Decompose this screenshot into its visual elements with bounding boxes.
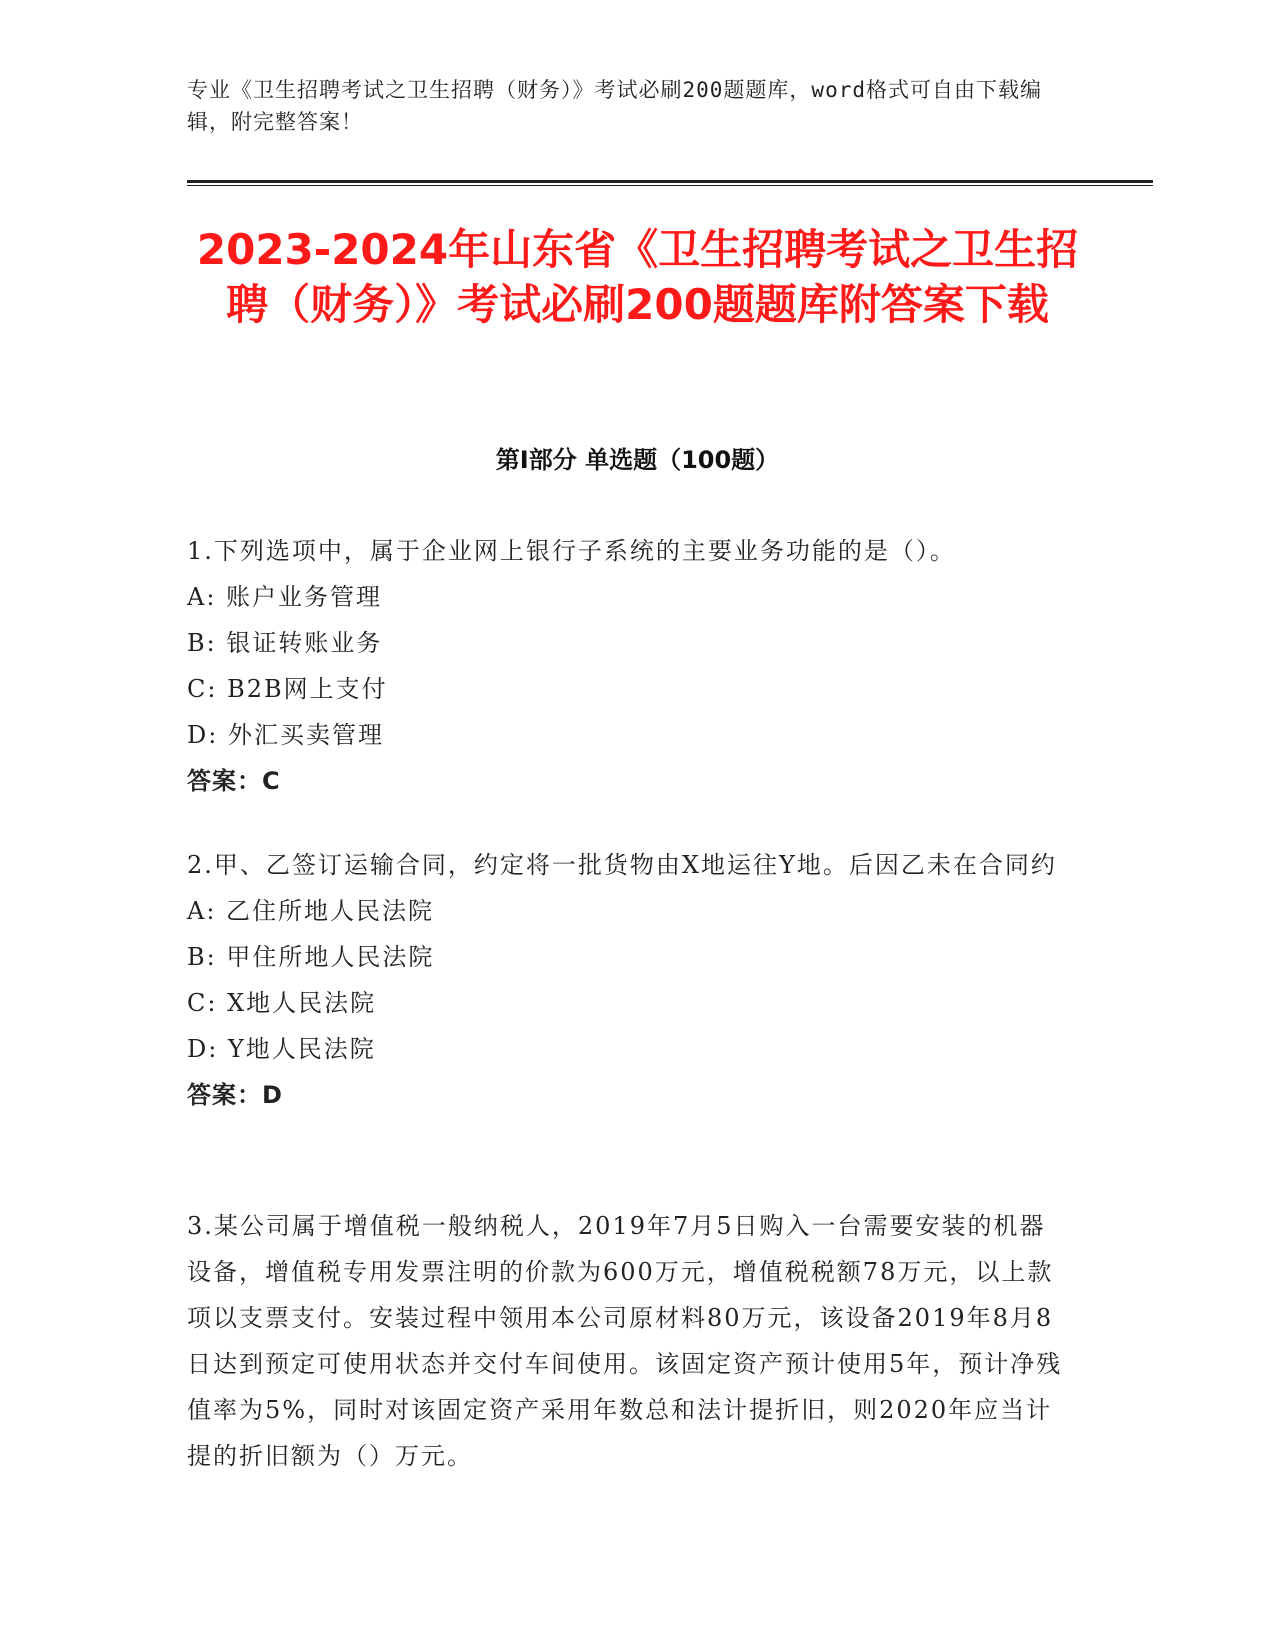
question-3 [187, 1203, 1067, 1479]
option-c: C: X地人民法院 [187, 989, 377, 1017]
option-a: A: 乙住所地人民法院 [187, 897, 435, 925]
option-d: D: 外汇买卖管理 [187, 721, 384, 749]
option-b: B: 银证转账业务 [187, 629, 383, 657]
header-divider-thin [187, 185, 1153, 186]
question-text: 3.某公司属于增值税一般纳税人，2019年7月5日购入一台需要安装的机器设备，增值税专用发票注明的价款为600万元，增值税税额78万元，以上款项以支票支付。安装过程中领用本公司原材料80万元，该设备2019年8月8日达到预定可使用状态并交付车间使用。该固定资产预计使用5年，预计净残值率为5%，同时对该固定资产采用年数总和法计提折旧，则2020年应当计提的折旧额为（）万元。 [187, 1212, 1063, 1470]
option-b: B: 甲住所地人民法院 [187, 943, 435, 971]
option-a: A: 账户业务管理 [187, 583, 383, 611]
option-d: D: Y地人民法院 [187, 1035, 376, 1063]
answer: 答案：D [187, 1081, 283, 1109]
document-title: 2023-2024年山东省《卫生招聘考试之卫生招聘（财务）》考试必刷200题题库附答案下载 [196, 225, 1079, 329]
header-divider-thick [187, 180, 1153, 183]
header-note: 专业《卫生招聘考试之卫生招聘（财务）》考试必刷200题题库，word格式可自由下载编辑，附完整答案！ [187, 78, 1042, 134]
question-1 [187, 528, 1067, 804]
question-text: 1.下列选项中，属于企业网上银行子系统的主要业务功能的是（）。 [187, 537, 956, 565]
section-heading: 第I部分 单选题（100题） [495, 446, 780, 474]
option-c: C: B2B网上支付 [187, 675, 388, 703]
answer: 答案：C [187, 767, 281, 795]
question-text: 2.甲、乙签订运输合同，约定将一批货物由X地运往Y地。后因乙未在合同约 [187, 851, 1057, 879]
question-2 [187, 842, 1067, 1118]
